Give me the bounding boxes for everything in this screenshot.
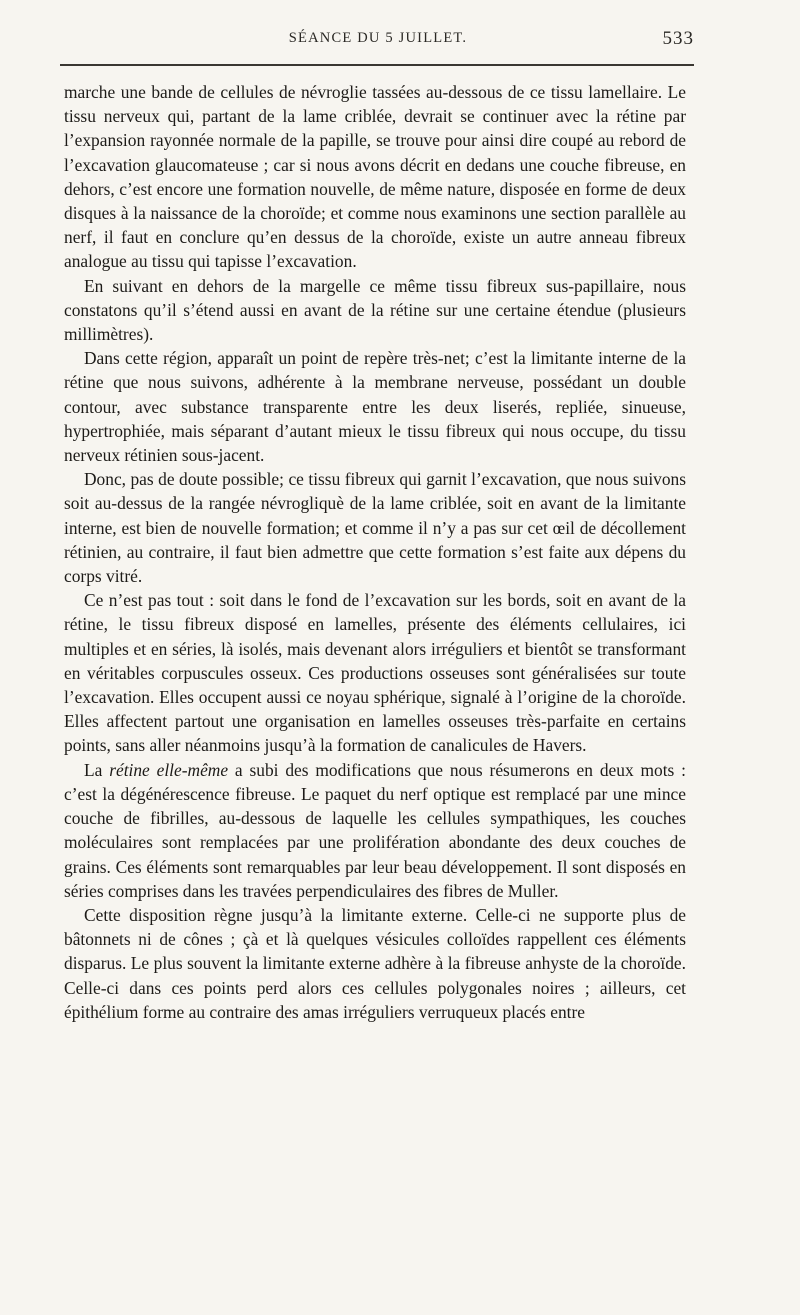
paragraph-3: Dans cette région, apparaît un point de repère très-net; c’est la limitante interne de la rétine que nous suivons, adhérente à la membrane nerveuse, possédant un double contour, avec substance transparente entre les deux liserés, repliée, sinueuse, hypertrophiée, mais séparant d’autant mieux le tissu fibreux qui nous occupe, du tissu nerveux rétinien sous-jacent.: [64, 348, 686, 466]
paragraph-6-text: a subi des modifications que nous résumerons en deux mots : c’est la dégénérescence fibreuse. Le paquet du nerf optique est remplacé par une mince couche de fibrilles, au-dessous de laquelle les cellules sympathiques, les couches moléculaires sont remplacées par une prolifération abondante des deux couches de grains. Ces éléments sont remarquables par leur beau développement. Il sont disposés en séries comprises dans les travées perpendiculaires des fibres de Muller.: [64, 759, 686, 901]
paragraph-6-lead: La: [84, 759, 110, 780]
paragraph-7: Cette disposition règne jusqu’à la limitante externe. Celle-ci ne supporte plus de bâtonnets ni de cônes ; çà et là quelques vésicules colloïdes rappellent ces éléments disparus. Le plus souvent la limitante externe adhère à la fibreuse anhyste de la choroïde. Celle-ci dans ces points perd alors ces cellules polygonales noires ; ailleurs, cet épithélium forme au contraire des amas irréguliers verruqueux placés entre: [64, 904, 686, 1022]
page-number: 533: [662, 28, 694, 49]
header-rule: [60, 64, 694, 66]
running-title: SÉANCE DU 5 JUILLET.: [288, 30, 468, 46]
paragraph-6: [64, 758, 686, 903]
paragraph-1: marche une bande de cellules de névroglie tassées au-dessous de ce tissu lamellaire. Le tissu nerveux qui, partant de la lame criblée, devrait se continuer avec la rétine par l’expansion rayonnée normale de la papille, se trouve pour ainsi dire coupé au rebord de l’excavation glaucomateuse ; car si nous avons décrit en dedans une couche fibreuse, en dehors, c’est encore une formation nouvelle, de même nature, disposée en forme de deux disques à la naissance de la choroïde; et comme nous examinons une section parallèle au nerf, il faut en conclure qu’en dessus de la choroïde, existe un autre anneau fibreux analogue au tissu qui tapisse l’excavation.: [64, 82, 686, 272]
paragraph-5: Ce n’est pas tout : soit dans le fond de l’excavation sur les bords, soit en avant de la rétine, le tissu fibreux disposé en lamelles, présente des éléments cellulaires, ici multiples et en séries, là isolés, mais devenant alors irréguliers et bientôt se transformant en véritables corpuscules osseux. Ces productions osseuses sont généralisées sur toute l’excavation. Elles occupent aussi ce noyau sphérique, signalé à l’origine de la choroïde. Elles affectent partout une organisation en lamelles osseuses très-parfaite en certains points, sans aller néanmoins jusqu’à la formation de canalicules de Havers.: [64, 590, 686, 756]
body-text: [64, 80, 686, 1024]
paragraph-2: En suivant en dehors de la margelle ce même tissu fibreux sus-papillaire, nous constatons qu’il s’étend aussi en avant de la rétine sur une certaine étendue (plusieurs millimètres).: [64, 275, 686, 345]
running-head: [62, 30, 694, 54]
paragraph-4: Donc, pas de doute possible; ce tissu fibreux qui garnit l’excavation, que nous suivons soit au-dessus de la rangée névrogliquè de la lame criblée, soit en avant de la limitante interne, est bien de nouvelle formation; et comme il n’y a pas sur cet œil de décollement rétinien, au contraire, il faut bien admettre que cette formation s’est faite aux dépens du corps vitré.: [64, 469, 686, 587]
paragraph-6-italic: rétine elle-même: [109, 759, 229, 780]
